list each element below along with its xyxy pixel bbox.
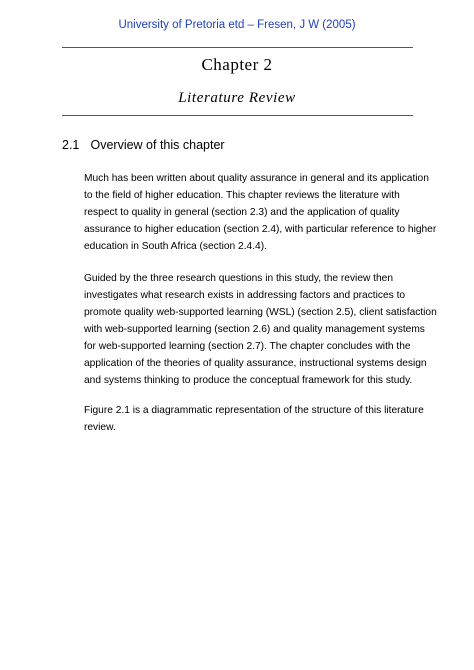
section-heading	[62, 137, 225, 153]
paragraph-line: investigates what research exists in addressing factors and practices to	[84, 290, 406, 301]
chapter-title: Literature Review	[178, 90, 296, 106]
section-number: 2.1	[62, 138, 80, 152]
bottom-divider	[62, 115, 413, 116]
paragraph-overview	[84, 170, 437, 255]
running-header: University of Pretoria etd – Fresen, J W (2005)	[118, 19, 356, 31]
paragraph-line: education in South Africa (section 2.4.4).	[84, 241, 267, 252]
paragraph-line: application of the theories of quality assurance, instructional systems design	[84, 358, 427, 369]
paragraph-line: Guided by the three research questions in this study, the review then	[84, 273, 394, 284]
top-divider	[62, 47, 413, 48]
paragraph-line: assurance to higher education (section 2.4), with particular reference to higher	[84, 224, 437, 235]
paragraph-research-questions	[84, 270, 437, 389]
paragraph-line: with web-supported learning (section 2.6) and quality management systems	[84, 324, 425, 335]
paragraph-line: respect to quality in general (section 2.3) and the application of quality	[84, 207, 400, 218]
paragraph-line: review.	[84, 422, 116, 433]
paragraph-figure-reference	[84, 402, 424, 436]
paragraph-line: Figure 2.1 is a diagrammatic representation of the structure of this literature	[84, 405, 424, 416]
paragraph-line: promote quality web-supported learning (WSL) (section 2.5), client satisfaction	[84, 307, 437, 318]
paragraph-line: Much has been written about quality assurance in general and its application	[84, 173, 429, 184]
paragraph-line: to the field of higher education. This chapter reviews the literature with	[84, 190, 400, 201]
chapter-number: Chapter 2	[201, 55, 273, 74]
paragraph-line: and systems thinking to produce the conceptual framework for this study.	[84, 375, 413, 386]
section-title: Overview of this chapter	[90, 138, 225, 152]
paragraph-line: for web-supported learning (section 2.7). The chapter concludes with the	[84, 341, 411, 352]
